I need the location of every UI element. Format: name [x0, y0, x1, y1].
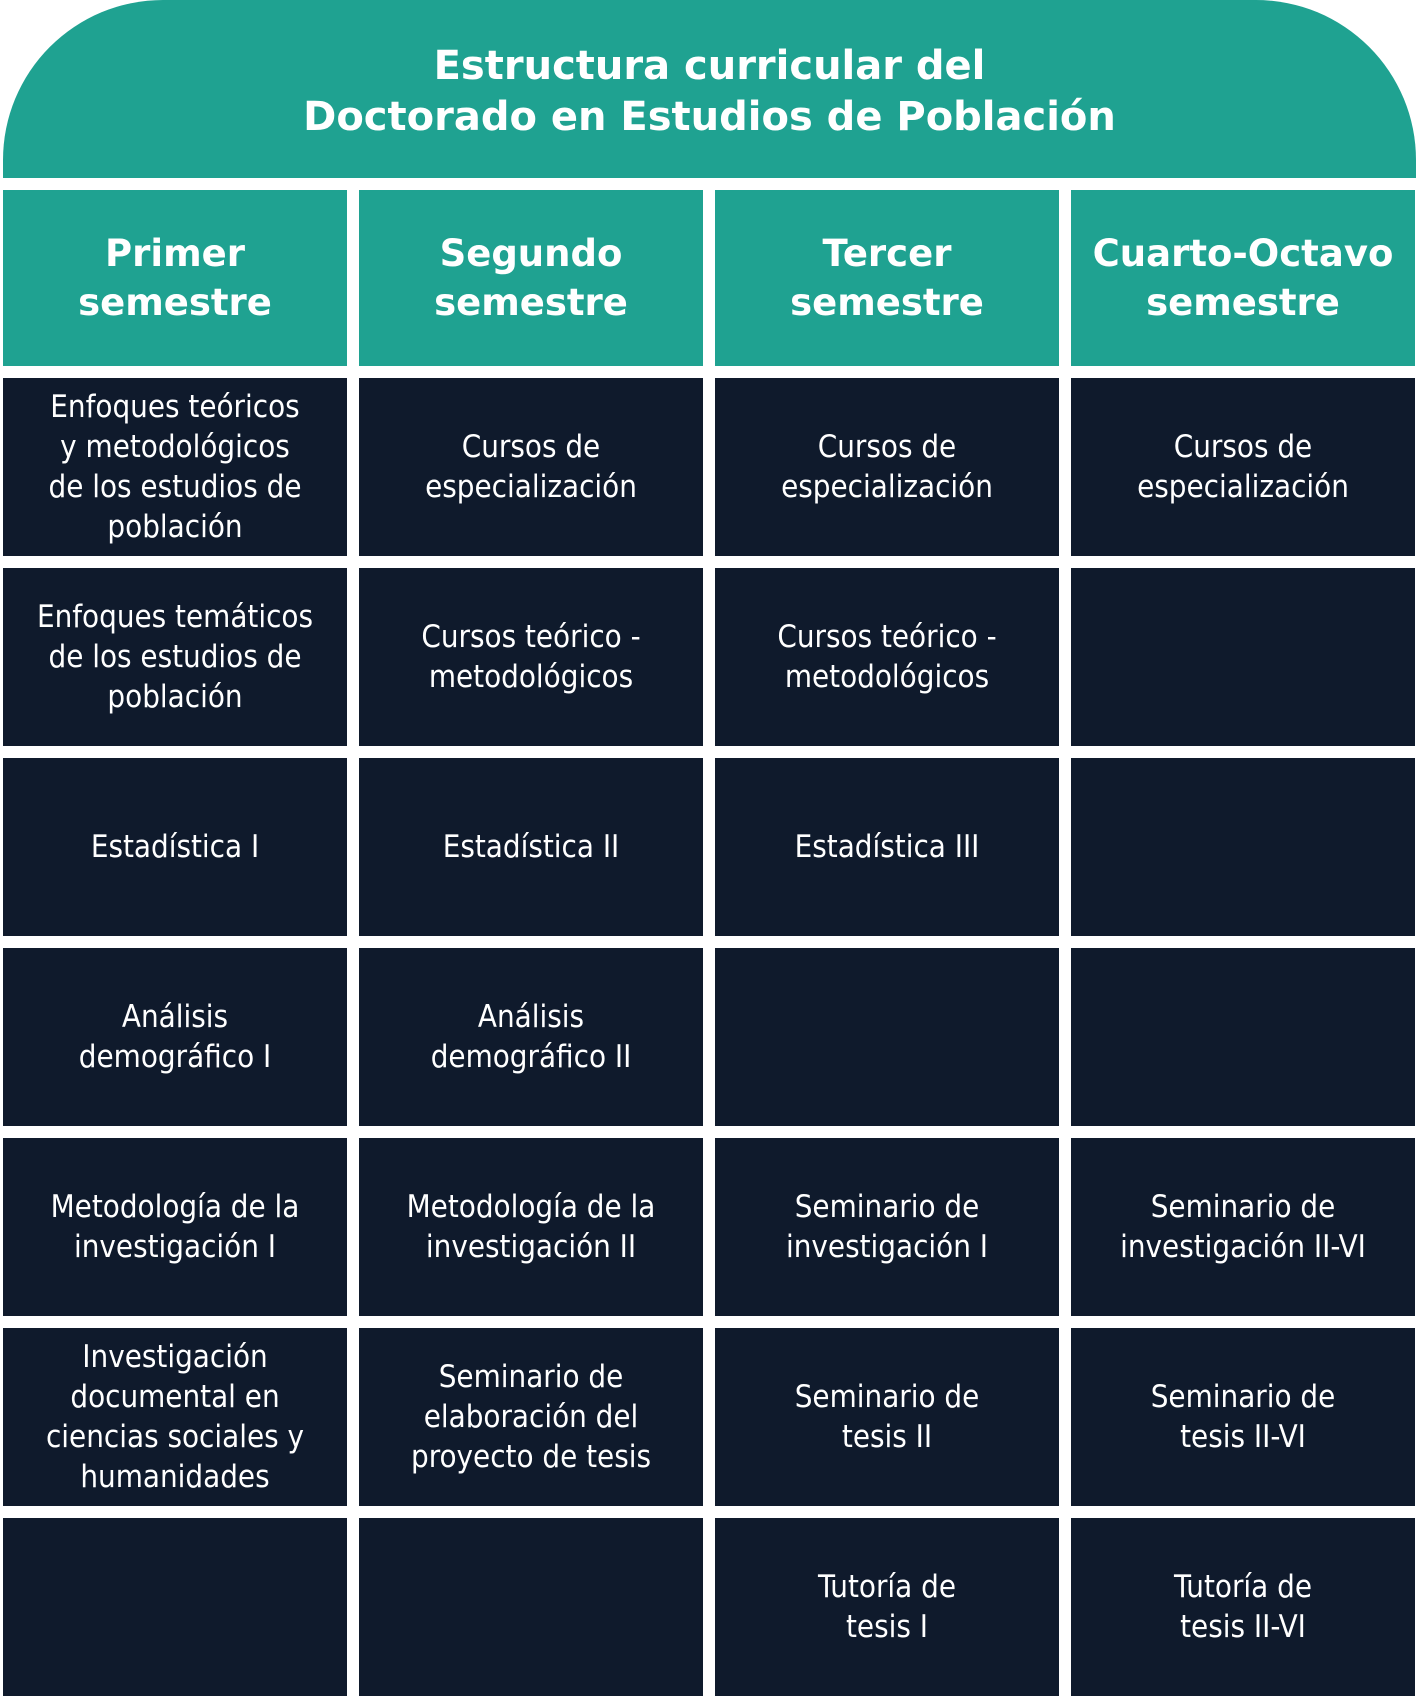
column-header-tercer-semestre [715, 190, 1059, 366]
course-cell [3, 378, 347, 556]
course-cell [1071, 378, 1415, 556]
course-cell [715, 758, 1059, 936]
course-label: Seminario de tesis II-VI [1150, 1379, 1336, 1455]
course-label: Cursos de especialización [425, 429, 637, 505]
empty-cell [3, 1518, 347, 1696]
diagram-title-line-1: Estructura curricular del [433, 43, 986, 89]
empty-cell [715, 948, 1059, 1126]
course-cell [715, 1518, 1059, 1696]
course-cell [359, 378, 703, 556]
course-label: Estadística I [90, 829, 260, 865]
course-cell [359, 1138, 703, 1316]
diagram-title-banner [3, 0, 1416, 178]
empty-cell [1071, 568, 1415, 746]
column-header-label: Primer semestre [78, 232, 272, 324]
course-label: Seminario de tesis II [794, 1379, 980, 1455]
course-label: Seminario de elaboración del proyecto de tesis [410, 1359, 652, 1475]
course-cell [359, 758, 703, 936]
course-cell [359, 1328, 703, 1506]
course-cell [715, 1328, 1059, 1506]
course-cell [1071, 1518, 1415, 1696]
course-label: Estadística III [794, 829, 980, 865]
course-cell [1071, 1328, 1415, 1506]
empty-cell [359, 1518, 703, 1696]
empty-cell [1071, 758, 1415, 936]
course-label: Análisis demográfico I [78, 999, 272, 1075]
diagram-title-line-2: Doctorado en Estudios de Población [303, 94, 1116, 140]
course-cell [3, 948, 347, 1126]
empty-cell [1071, 948, 1415, 1126]
column-header-segundo-semestre [359, 190, 703, 366]
curriculum-grid [3, 190, 1416, 1696]
course-label: Análisis demográfico II [430, 999, 632, 1075]
course-cell [3, 568, 347, 746]
course-label: Seminario de investigación II-VI [1120, 1189, 1366, 1265]
course-cell [3, 1328, 347, 1506]
course-label: Investigación documental en ciencias sociales y humanidades [45, 1339, 305, 1495]
course-label: Enfoques teóricos y metodológicos de los estudios de población [48, 389, 302, 545]
course-label: Cursos de especialización [1137, 429, 1349, 505]
course-label: Enfoques temáticos de los estudios de población [36, 599, 314, 715]
column-header-cuarto-octavo-semestre [1071, 190, 1415, 366]
column-header-label: Tercer semestre [790, 232, 984, 324]
course-cell [359, 948, 703, 1126]
course-label: Metodología de la investigación II [406, 1189, 656, 1265]
column-header-label: Segundo semestre [434, 232, 628, 324]
course-label: Metodología de la investigación I [50, 1189, 300, 1265]
column-header-primer-semestre [3, 190, 347, 366]
course-label: Tutoría de tesis II-VI [1173, 1569, 1313, 1645]
course-label: Estadística II [442, 829, 620, 865]
course-label: Cursos teórico - metodológicos [421, 619, 641, 695]
course-label: Cursos teórico - metodológicos [777, 619, 997, 695]
column-header-label: Cuarto-Octavo semestre [1092, 232, 1394, 324]
course-cell [715, 1138, 1059, 1316]
course-label: Cursos de especialización [781, 429, 993, 505]
course-cell [1071, 1138, 1415, 1316]
course-cell [715, 568, 1059, 746]
course-cell [3, 1138, 347, 1316]
course-cell [359, 568, 703, 746]
course-label: Seminario de investigación I [786, 1189, 988, 1265]
course-cell [715, 378, 1059, 556]
course-label: Tutoría de tesis I [817, 1569, 957, 1645]
course-cell [3, 758, 347, 936]
